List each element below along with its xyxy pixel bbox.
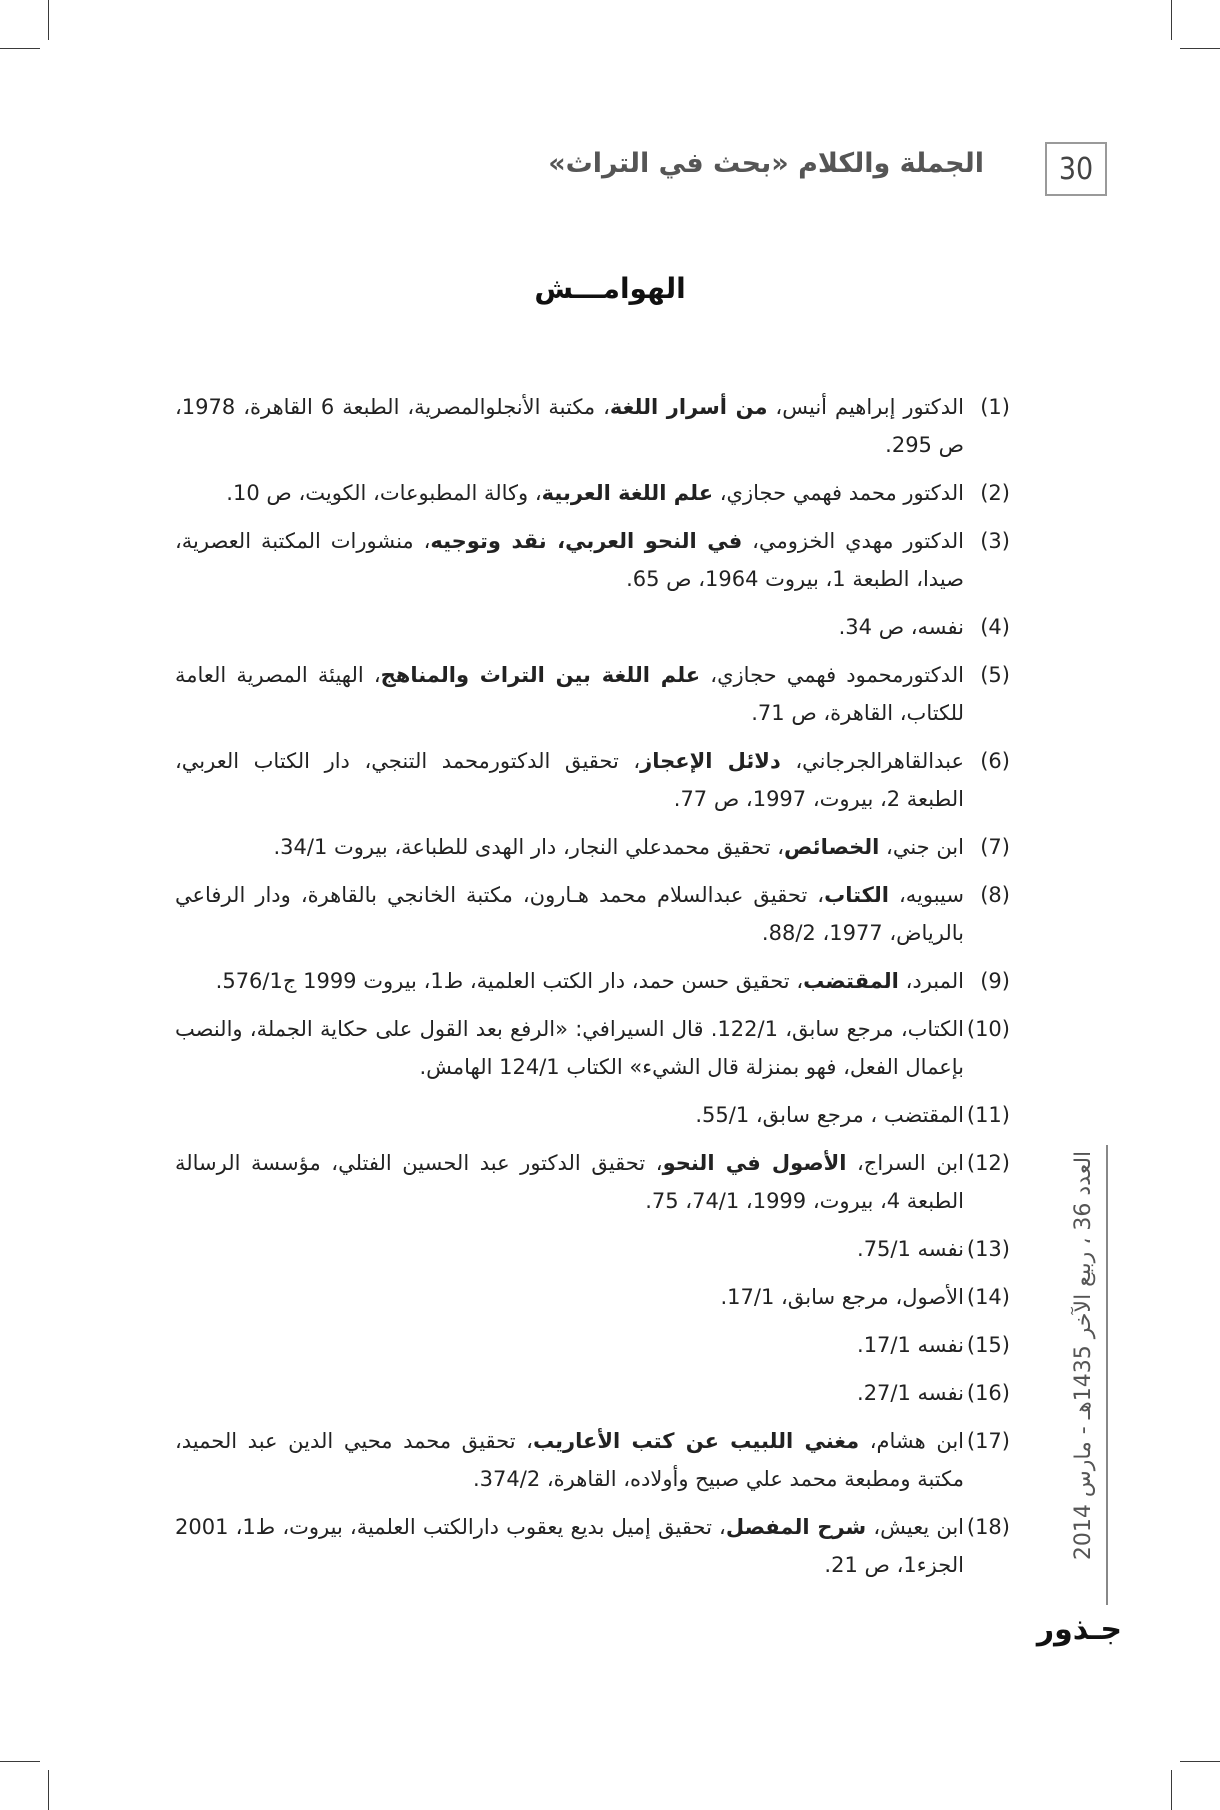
footnote-text-lead: الدكتور مهدي الخزومي،	[742, 529, 964, 553]
footnote-number: (16)	[966, 1381, 1010, 1405]
footnote-text-lead: سيبويه،	[888, 883, 964, 907]
footnote-number: (11)	[966, 1103, 1010, 1127]
footnote-text-lead: عبدالقاهرالجرجاني،	[780, 749, 965, 773]
footnote-text-lead: الأصول، مرجع سابق، 17/1.	[720, 1285, 964, 1309]
running-title: الجملة والكلام «بحث في التراث»	[548, 148, 984, 179]
footnote-item	[175, 388, 1010, 464]
footnote-text	[175, 608, 964, 646]
footnote-number: (7)	[980, 835, 1010, 859]
footnote-number: (8)	[980, 883, 1010, 907]
footnote-item	[175, 828, 1010, 866]
footnote-text-tail: ، الهيئة المصرية العامة للكتاب، القاهرة، ص 71.	[175, 663, 964, 725]
footnote-text	[175, 1278, 964, 1316]
footnote-text-tail: ، مكتبة الأنجلوالمصرية، الطبعة 6 القاهرة، 1978، ص 295.	[175, 395, 964, 457]
footnote-item	[175, 742, 1010, 818]
crop-mark	[48, 1770, 49, 1810]
crop-mark	[0, 1761, 40, 1762]
footnote-book-title: في النحو العربي، نقد وتوجيه	[430, 529, 743, 553]
footnote-number: (17)	[966, 1429, 1010, 1453]
crop-mark	[48, 0, 49, 40]
footnote-text	[175, 656, 964, 732]
footnote-item	[175, 474, 1010, 512]
footnote-item	[175, 1096, 1010, 1134]
footnote-book-title: دلائل الإعجاز	[640, 749, 781, 773]
crop-mark	[1180, 1761, 1220, 1762]
crop-mark	[0, 48, 40, 49]
footnote-item	[175, 1278, 1010, 1316]
footnote-item	[175, 1374, 1010, 1412]
footnote-item	[175, 1326, 1010, 1364]
footnote-number: (15)	[966, 1333, 1010, 1357]
footnote-item	[175, 962, 1010, 1000]
footnote-text-lead: نفسه، ص 34.	[838, 615, 964, 639]
footnote-book-title: المقتضب	[803, 969, 899, 993]
footnote-text-tail: ، تحقيق إميل بديع يعقوب دارالكتب العلمية، بيروت، ط1، 2001 الجزء1، ص 21.	[175, 1515, 964, 1577]
footnote-book-title: الخصائص	[784, 835, 880, 859]
footnote-text-lead: المقتضب ، مرجع سابق، 55/1.	[695, 1103, 964, 1127]
footnote-text	[175, 1422, 964, 1498]
footnote-text-lead: ابن السراج،	[846, 1151, 964, 1175]
footnote-number: (10)	[966, 1017, 1010, 1041]
footnote-item	[175, 1144, 1010, 1220]
page-number: 30	[1045, 142, 1107, 196]
footnote-text-tail: ، تحقيق محمدعلي النجار، دار الهدى للطباعة، بيروت 34/1.	[273, 835, 785, 859]
footnote-book-title: الأصول في النحو	[662, 1151, 847, 1175]
footnote-item	[175, 656, 1010, 732]
footnote-number: (13)	[966, 1237, 1010, 1261]
footnote-number: (18)	[966, 1515, 1010, 1539]
footnote-text	[175, 1230, 964, 1268]
footnote-book-title: شرح المفصل	[725, 1515, 867, 1539]
issue-info-text: العدد 36 ، ربيع الآخر 1435هـ - مارس 2014	[1071, 1150, 1097, 1560]
footnote-text	[175, 388, 964, 464]
crop-mark	[1171, 1770, 1172, 1810]
footnote-text-lead: المبرد،	[898, 969, 964, 993]
footnote-text-tail: ، تحقيق حسن حمد، دار الكتب العلمية، ط1، بيروت 1999 ج576/1.	[215, 969, 804, 993]
crop-mark	[1171, 0, 1172, 40]
footnote-text-lead: ابن هشام،	[859, 1429, 964, 1453]
footnote-book-title: علم اللغة العربية	[541, 481, 714, 505]
footnote-number: (9)	[980, 969, 1010, 993]
footnote-text	[175, 1374, 964, 1412]
footnote-book-title: الكتاب	[824, 883, 889, 907]
footnote-text	[175, 1326, 964, 1364]
footnote-text	[175, 876, 964, 952]
footnote-item	[175, 1508, 1010, 1584]
footnote-text	[175, 1144, 964, 1220]
journal-logo: جـذور	[1036, 1612, 1122, 1647]
footnote-text-lead: نفسه 75/1.	[857, 1237, 964, 1261]
footnote-item	[175, 876, 1010, 952]
footnote-text-tail: ، تحقيق الدكتور عبد الحسين الفتلي، مؤسسة الرسالة الطبعة 4، بيروت، 1999، 74/1، 75.	[175, 1151, 964, 1213]
footnote-text	[175, 828, 964, 866]
footnote-item	[175, 608, 1010, 646]
footnote-text	[175, 962, 964, 1000]
footnote-text	[175, 1096, 964, 1134]
footnote-text	[175, 1010, 964, 1086]
footnote-number: (12)	[966, 1151, 1010, 1175]
footnote-item	[175, 1010, 1010, 1086]
footnote-number: (4)	[980, 615, 1010, 639]
footnote-number: (14)	[966, 1285, 1010, 1309]
footnote-book-title: من أسرار اللغة	[609, 395, 768, 419]
footnote-text-lead: ابن جني،	[879, 835, 964, 859]
sidebar-divider	[1106, 1145, 1108, 1605]
section-heading: الهوامـــش	[534, 272, 686, 305]
footnote-text-lead: الكتاب، مرجع سابق، 122/1. قال السيرافي: «الرفع بعد القول على حكاية الجملة، والنصب بإعمال الفعل، فهو بمنزلة قال الشيء» الكتاب 124/1 الهامش.	[175, 1017, 964, 1079]
footnote-text-tail: ، تحقيق محمد محيي الدين عبد الحميد، مكتبة ومطبعة محمد علي صبيح وأولاده، القاهرة، 374/2.	[175, 1429, 964, 1491]
footnote-text	[175, 742, 964, 818]
footnote-text	[175, 522, 964, 598]
footnote-text-lead: نفسه 17/1.	[857, 1333, 964, 1357]
footnote-number: (2)	[980, 481, 1010, 505]
footnote-text-lead: الدكتور محمد فهمي حجازي،	[713, 481, 964, 505]
footnote-item	[175, 522, 1010, 598]
footnote-text	[175, 1508, 964, 1584]
footnote-number: (6)	[980, 749, 1010, 773]
footnote-text	[175, 474, 964, 512]
footnote-number: (3)	[980, 529, 1010, 553]
footnote-text-tail: ، تحقيق عبدالسلام محمد هـارون، مكتبة الخانجي بالقاهرة، ودار الرفاعي بالرياض، 1977، 88/2.	[175, 883, 964, 945]
footnote-text-lead: الدكتورمحمود فهمي حجازي،	[700, 663, 964, 687]
footnote-text-tail: ، تحقيق الدكتورمحمد التنجي، دار الكتاب العربي، الطبعة 2، بيروت، 1997، ص 77.	[175, 749, 964, 811]
footnote-text-lead: الدكتور إبراهيم أنيس،	[767, 395, 964, 419]
footnote-number: (1)	[980, 395, 1010, 419]
footnote-number: (5)	[980, 663, 1010, 687]
footnote-book-title: مغني اللبيب عن كتب الأعاريب	[532, 1429, 860, 1453]
footnote-text-tail: ، منشورات المكتبة العصرية، صيدا، الطبعة 1، بيروت 1964، ص 65.	[175, 529, 964, 591]
footnote-item	[175, 1422, 1010, 1498]
footnote-text-lead: ابن يعيش،	[866, 1515, 965, 1539]
footnote-text-lead: نفسه 27/1.	[857, 1381, 964, 1405]
footnote-item	[175, 1230, 1010, 1268]
footnote-text-tail: ، وكالة المطبوعات، الكويت، ص 10.	[226, 481, 542, 505]
issue-info	[1064, 1145, 1104, 1565]
footnotes-list	[175, 388, 1010, 1594]
crop-mark	[1180, 48, 1220, 49]
footnote-book-title: علم اللغة بين التراث والمناهج	[380, 663, 701, 687]
